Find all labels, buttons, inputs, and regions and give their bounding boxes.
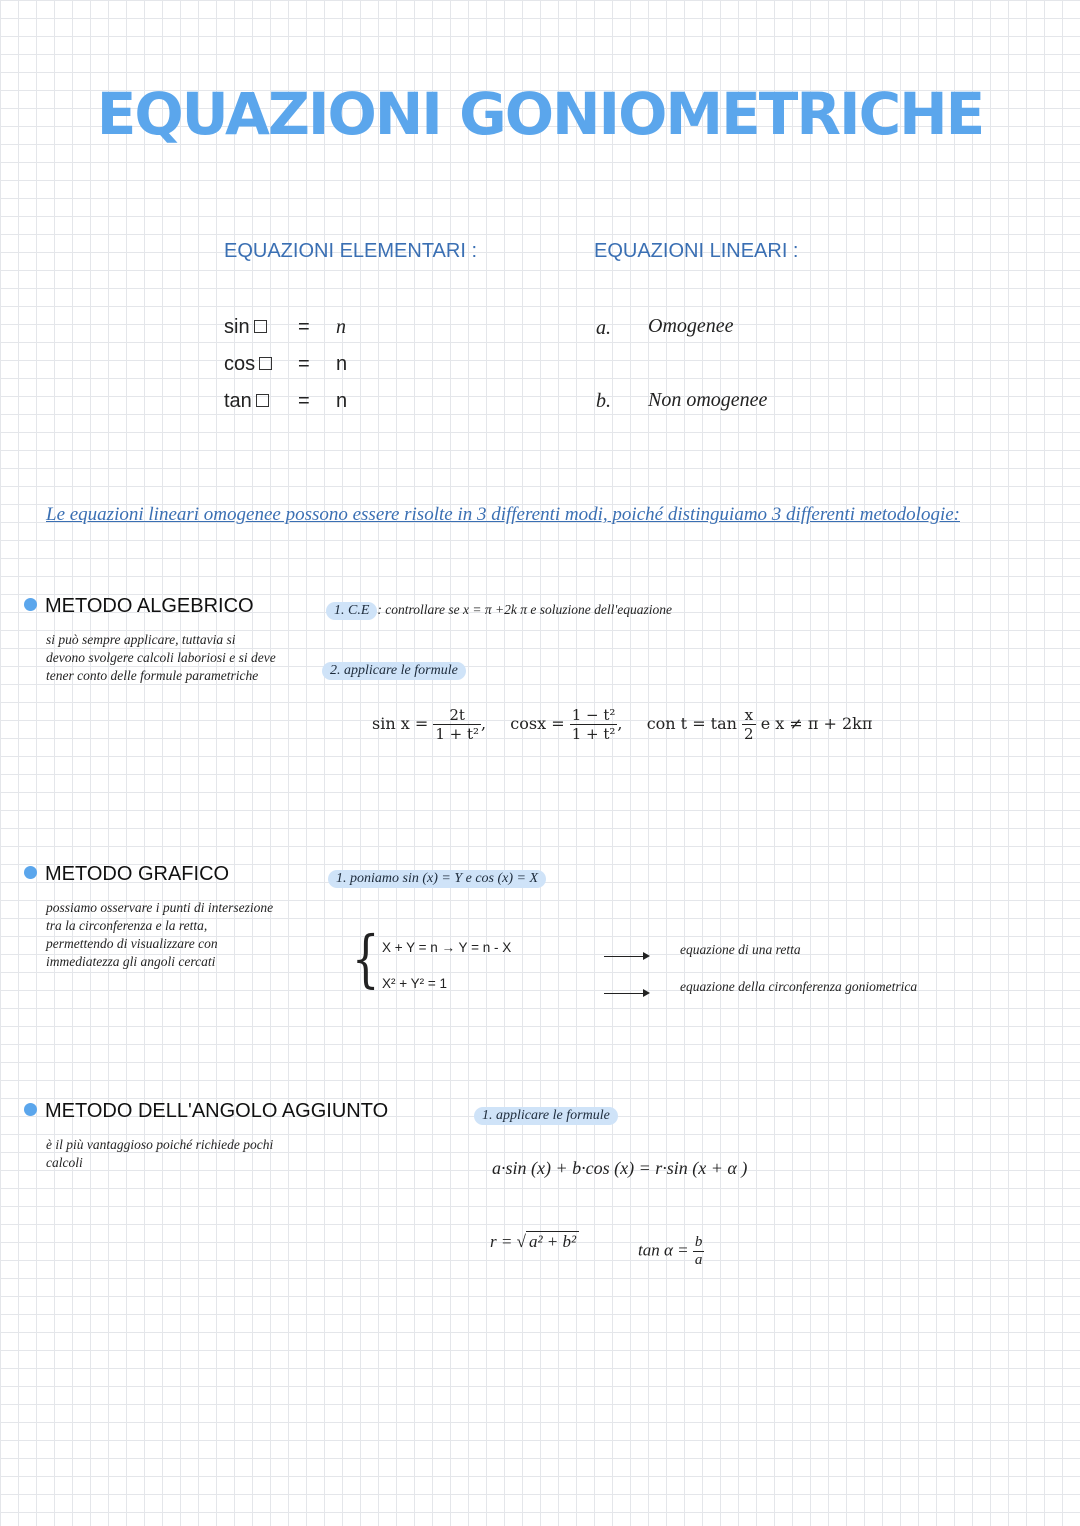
tan-alpha-fraction: $\frac{b}{a}$	[694, 1234, 703, 1268]
system-equation-line: X + Y = n → Y = n - X	[382, 940, 512, 955]
empty-square-icon	[259, 357, 272, 370]
r-formula: r = √ a² + b²	[490, 1232, 579, 1252]
value-n: n	[336, 353, 348, 375]
step-pill: 1. poniamo sin (x) = Y e cos (x) = X	[328, 870, 546, 888]
cos-fraction: $\frac{\text{1 − t²}}{\text{1 + t²}}$	[571, 706, 616, 743]
equals-sign: =	[298, 390, 310, 412]
equals-sign: =	[298, 353, 310, 375]
intro-sentence: Le equazioni lineari omogenee possono essere risolte in 3 differenti modi, poiché distinguiamo 3 differenti metodologie:	[46, 504, 960, 525]
linear-heading: EQUAZIONI LINEARI :	[594, 240, 799, 262]
elementary-heading: EQUAZIONI ELEMENTARI :	[224, 240, 477, 262]
step-pill: 1. applicare le formule	[474, 1107, 618, 1125]
step-pill: 2. applicare le formule	[322, 662, 466, 680]
function-name: sin	[224, 316, 250, 338]
label-circle-equation: equazione della circonferenza goniometrica	[680, 979, 918, 994]
linear-type-non-omogenee: Non omogenee	[648, 389, 768, 411]
empty-square-icon	[254, 320, 267, 333]
empty-square-icon	[256, 394, 269, 407]
list-letter: a.	[596, 317, 611, 339]
bullet-icon	[24, 1103, 37, 1116]
function-name: cos	[224, 353, 256, 375]
elementary-row	[224, 390, 269, 413]
algebraic-step-1	[326, 599, 672, 619]
parametric-formulas: sin x = $\frac{2t}{\text{1 + t²}}$ , cosx = $\frac{\text{1 − t²}}{\text{1 + t²}}$ , con t = tan $\frac{x}{2}$ e x ≠ π + 2kπ	[372, 706, 873, 743]
method-added-angle-title: METODO DELL'ANGOLO AGGIUNTO	[24, 1100, 388, 1123]
method-graphic-title: METODO GRAFICO	[24, 863, 229, 886]
method-algebraic-title: METODO ALGEBRICO	[24, 595, 254, 618]
equals-sign: =	[298, 316, 310, 338]
system-brace: {	[351, 922, 380, 995]
added-angle-formula: a·sin (x) + b·cos (x) = r·sin (x + α )	[492, 1158, 748, 1178]
bullet-icon	[24, 598, 37, 611]
function-name: tan	[224, 390, 252, 412]
value-n: n	[336, 390, 348, 412]
list-letter: b.	[596, 390, 611, 412]
con-text: con t = tan	[646, 714, 737, 733]
value-n: n	[336, 316, 346, 338]
added-angle-step-1	[474, 1104, 618, 1124]
method-graphic-description: possiamo osservare i punti di intersezione tra la circonferenza e la retta, permettendo di visualizzare con immediatezza gli angoli cercati	[46, 900, 274, 969]
system-equation-circle: X² + Y² = 1	[382, 976, 448, 991]
label-line-equation: equazione di una retta	[680, 942, 801, 957]
arrow-right-icon	[604, 983, 648, 1002]
condition-text: e x ≠ π + 2kπ	[760, 714, 873, 733]
elementary-row	[224, 316, 267, 339]
sin-lhs: sin x =	[372, 714, 429, 733]
method-algebraic-description: si può sempre applicare, tuttavia si devono svolgere calcoli laboriosi e si deve tener conto delle formule parametriche	[46, 632, 276, 683]
method-added-angle-description: è il più vantaggioso poiché richiede pochi calcoli	[46, 1137, 274, 1170]
bullet-icon	[24, 866, 37, 879]
elementary-row	[224, 353, 272, 376]
page-title: EQUAZIONI GONIOMETRICHE	[96, 80, 984, 148]
tan-alpha-formula: tan α = $\frac{b}{a}$	[638, 1234, 703, 1268]
arrow-right-icon	[604, 946, 648, 965]
radicand: a² + b²	[526, 1231, 579, 1251]
algebraic-step-2	[322, 659, 466, 679]
linear-type-omogenee: Omogenee	[648, 315, 734, 337]
sin-fraction: $\frac{2t}{\text{1 + t²}}$	[435, 706, 480, 743]
step-text: : controllare se x = π +2k π e soluzione dell'equazione	[377, 602, 672, 617]
graphic-step-1	[328, 867, 546, 887]
half-angle-fraction: $\frac{x}{2}$	[744, 706, 754, 743]
cos-lhs: cosx =	[510, 714, 565, 733]
step-pill: 1. C.E	[326, 602, 377, 620]
